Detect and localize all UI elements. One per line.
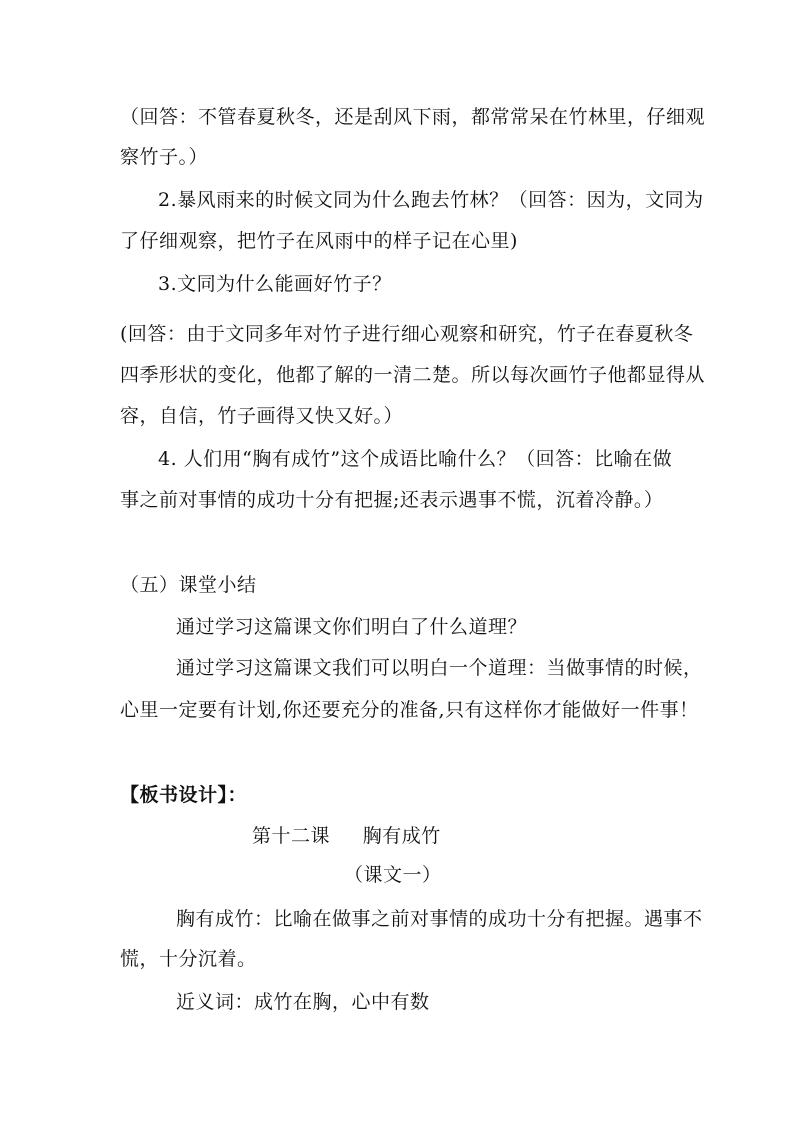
board-subtitle: （课文一） xyxy=(344,864,442,886)
answer-3-line-2: 四季形状的变化，他都了解的一清二楚。所以每次画竹子他都显得从 xyxy=(120,364,706,386)
answer-1-line-2: 察竹子。） xyxy=(120,146,209,168)
question-3: 3.文同为什么能画好竹子？ xyxy=(158,273,392,295)
summary-question: 通过学习这篇课文你们明白了什么道理？ xyxy=(176,616,528,638)
board-title: 第十二课 胸有成竹 xyxy=(252,825,441,847)
answer-1-line-1: （回答：不管春夏秋冬，还是刮风下雨，都常常呆在竹林里，仔细观 xyxy=(120,106,706,128)
question-2-line-1: 2.暴风雨来的时候文同为什么跑去竹林？（回答：因为，文同为 xyxy=(158,189,704,211)
board-definition-line-1: 胸有成竹：比喻在做事之前对事情的成功十分有把握。遇事不 xyxy=(176,908,703,930)
board-heading: 【板书设计】： xyxy=(120,784,248,806)
summary-heading: （五）课堂小结 xyxy=(120,574,257,596)
question-2-line-2: 了仔细观察，把竹子在风雨中的样子记在心里) xyxy=(120,230,518,252)
board-synonyms: 近义词：成竹在胸，心中有数 xyxy=(176,991,430,1013)
answer-3-line-3: 容，自信，竹子画得又快又好。） xyxy=(120,405,404,427)
answer-3-line-1: (回答：由于文同多年对竹子进行细心观察和研究，竹子在春夏秋冬 xyxy=(120,323,694,345)
question-4-line-2: 事之前对事情的成功十分有把握;还表示遇事不慌，沉着冷静。） xyxy=(120,489,664,511)
board-definition-line-2: 慌，十分沉着。 xyxy=(120,948,257,970)
summary-answer-line-1: 通过学习这篇课文我们可以明白一个道理：当做事情的时候， xyxy=(176,657,703,679)
summary-answer-line-2: 心里一定要有计划,你还要充分的准备,只有这样你才能做好一件事！ xyxy=(120,699,699,721)
question-4-line-1: 4. 人们用“胸有成竹”这个成语比喻什么？（回答：比喻在做 xyxy=(158,448,673,470)
